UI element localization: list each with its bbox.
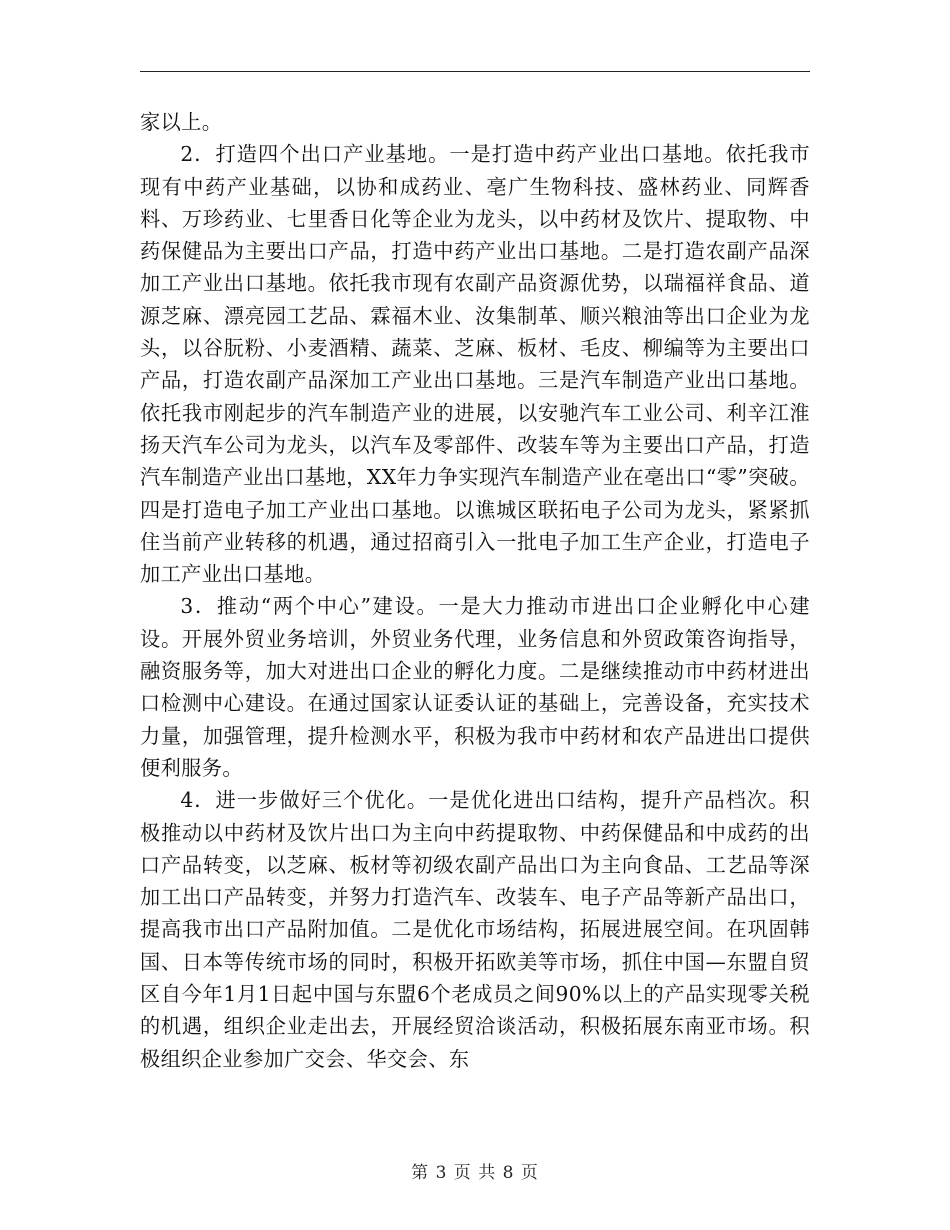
paragraph-continuation: 家以上。	[140, 110, 223, 134]
paragraph-export-bases: 2．打造四个出口产业基地。一是打造中药产业出口基地。依托我市现有中药产业基础，以协和成药业、亳广生物科技、盛林药业、同辉香料、万珍药业、七里香日化等企业为龙头，以中药材及饮片、提取物、中药保健品为主要出口产品，打造中药产业出口基地。二是打造农副产品深加工产业出口基地。依托我市现有农副产品资源优势，以瑞福祥食品、道源芝麻、漂亮园工艺品、霖福木业、汝集制革、顺兴粮油等出口企业为龙头，以谷朊粉、小麦酒精、蔬菜、芝麻、板材、毛皮、柳编等为主要出口产品，打造农副产品深加工产业出口基地。三是汽车制造产业出口基地。依托我市刚起步的汽车制造产业的进展，以安驰汽车工业公司、利辛江淮扬天汽车公司为龙头，以汽车及零部件、改装车等为主要出口产品，打造汽车制造产业出口基地，XX年力争实现汽车制造产业在亳出口“零”突破。四是打造电子加工产业出口基地。以谯城区联拓电子公司为龙头，紧紧抓住当前产业转移的机遇，通过招商引入一批电子加工生产企业，打造电子加工产业出口基地。	[140, 142, 810, 587]
page-number: 第 3 页 共 8 页	[411, 1163, 539, 1183]
header-rule	[140, 71, 810, 72]
paragraph-two-centers: 3．推动“两个中心”建设。一是大力推动市进出口企业孵化中心建设。开展外贸业务培训，外贸业务代理，业务信息和外贸政策咨询指导，融资服务等，加大对进出口企业的孵化力度。二是继续推动市中药材进出口检测中心建设。在通过国家认证委认证的基础上，完善设备，充实技术力量，加强管理，提升检测水平，积极为我市中药材和农产品进出口提供便利服务。	[140, 594, 810, 780]
paragraph-three-optimizations: 4．进一步做好三个优化。一是优化进出口结构，提升产品档次。积极推动以中药材及饮片出口为主向中药提取物、中药保健品和中成药的出口产品转变，以芝麻、板材等初级农副产品出口为主向食品、工艺品等深加工出口产品转变，并努力打造汽车、改装车、电子产品等新产品出口，提高我市出口产品附加值。二是优化市场结构，拓展进展空间。在巩固韩国、日本等传统市场的同时，积极开拓欧美等市场，抓住中国—东盟自贸区自今年1月1日起中国与东盟6个老成员之间90%以上的产品实现零关税的机遇，组织企业走出去，开展经贸洽谈活动，积极拓展东南亚市场。积极组织企业参加广交会、华交会、东	[140, 788, 810, 1071]
document-body	[140, 106, 810, 1075]
